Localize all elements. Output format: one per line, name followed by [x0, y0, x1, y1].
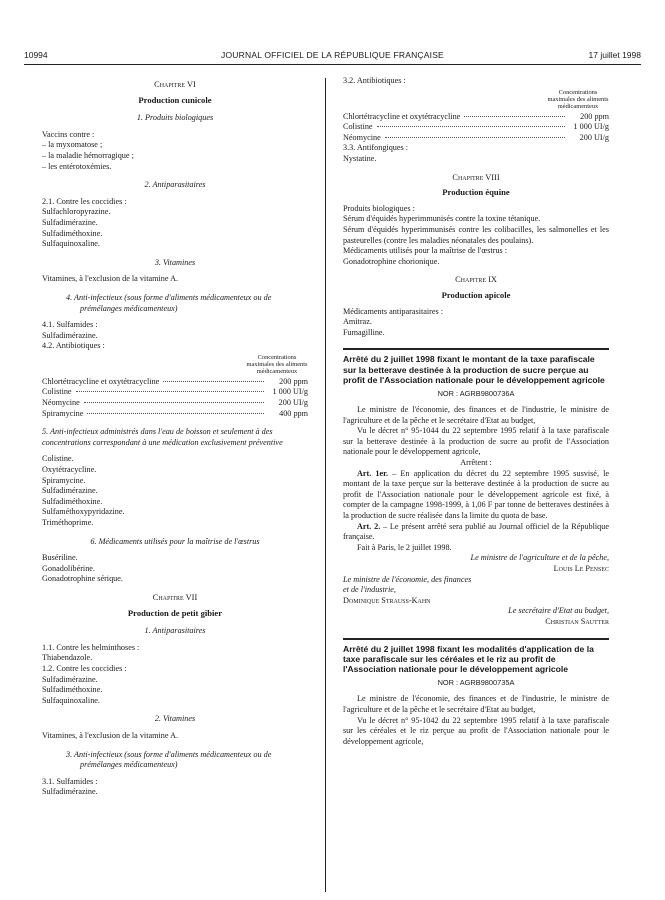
chapter-heading: Chapitre VI	[154, 80, 196, 89]
text-line: Médicaments antiparasitaires :	[343, 306, 444, 316]
text-line: Sulfadiméthoxine.	[42, 228, 103, 238]
antibiotic-row: Spiramycine 400 ppm	[42, 408, 308, 418]
text-line: Amitraz.	[343, 317, 372, 327]
nor-reference: NOR : AGRB9800735A	[437, 677, 515, 687]
chapter-subtitle: Production apicole	[441, 289, 511, 300]
text-line: Gonadotrophine chorionique.	[343, 256, 440, 266]
paragraph: Vu le décret n° 95-1042 du 22 septembre 1995 relatif à la taxe parafiscale sur les céréales et le riz perçue au profit de l'Association nationale pour le développement agricole,	[343, 715, 609, 746]
chapter-heading: Chapitre IX	[455, 275, 497, 285]
text-line: Vaccins contre :	[42, 129, 95, 139]
text-line: Sérum d'équidés hyperimmunisés contre les colibacilles, les salmonelles et les pasteurelles (contre les maladies néonatales des poulains).	[343, 224, 609, 245]
text-line: Fumagilline.	[343, 327, 385, 337]
text-line: Sulfadimérazine.	[42, 217, 98, 227]
section-heading: 3. Anti-infectieux (sous forme d'aliments médicamenteux ou de prémélanges médicamenteux)	[66, 749, 272, 770]
paragraph: Le ministre de l'économie, des finances et de l'industrie, le ministre de l'agriculture et de la pêche et le secrétaire d'Etat au budget,	[343, 694, 609, 714]
text-line: Vitamines, à l'exclusion de la vitamine A.	[42, 730, 179, 740]
header-rule	[24, 64, 641, 65]
text-line: Sulfaquinoxaline.	[42, 695, 100, 705]
section-rule	[343, 638, 609, 640]
antibiotic-row: Colistine 1 000 UI/g	[343, 122, 609, 132]
antibiotic-row: Néomycine 200 UI/g	[42, 398, 308, 408]
chapter-heading: Chapitre VIII	[452, 172, 500, 182]
text-line: – la maladie hémorragique ;	[42, 150, 134, 160]
article: Art. 1er. – En application du décret du 22 septembre 1995 susvisé, le montant de la taxe perçue sur la betterave destinée à la production de sucre au profit de l'Association nationale pour le développement agricole est fixé, à compter de la campagne 1998-1999, à 1,06 F par tonne de betteraves destinées à la production de sucre réalisée dans la limite du quota de base.	[343, 468, 610, 521]
text-line: Sulfadimérazine.	[42, 486, 98, 496]
text-line: Triméthoprime.	[42, 518, 94, 527]
text-line: Oxytétracycline.	[42, 465, 97, 475]
concentration-header: Concentrations maximales des aliments médicamenteux	[246, 353, 308, 375]
text-line: – la myxomatose ;	[42, 140, 103, 150]
section-heading: 1. Produits biologiques	[136, 113, 214, 123]
antibiotic-row: Chlortétracycline et oxytétracycline 200 ppm	[42, 376, 308, 386]
text-line: Sulfadiméthoxine.	[42, 685, 103, 695]
text-line: Sulfaméthoxypyridazine.	[42, 507, 125, 517]
decree-title: Arrêté du 2 juillet 1998 fixant le montant de la taxe parafiscale sur la betterave destinée à la production de sucre perçue au profit de l'Association nationale pour le développement agricole	[343, 354, 605, 386]
text-line: 1.2. Contre les coccidies :	[42, 663, 127, 673]
section-heading: 1. Antiparasitaires	[144, 626, 206, 636]
nor-reference: NOR : AGRB9800736A	[437, 388, 515, 398]
left-column	[42, 80, 308, 798]
antibiotic-row: Chlortétracycline et oxytétracycline 200 ppm	[343, 111, 609, 121]
signatory-role: Le secrétaire d'Etat au budget,	[508, 606, 609, 616]
text-line: Sulfadimérazine.	[42, 674, 98, 684]
chapter-heading: Chapitre VII	[152, 592, 198, 602]
text-line: 4.1. Sulfamides :	[42, 320, 98, 330]
text-line: Médicaments utilisés pour la maîtrise de l'œstrus :	[343, 246, 508, 256]
text-line: Gonadotrophine sérique.	[42, 574, 123, 584]
text-line: 3.1. Sulfamides :	[42, 776, 98, 786]
text-line: Sulfachloropyrazine.	[42, 207, 111, 217]
page-header	[24, 50, 641, 64]
text-line: Thiabendazole.	[42, 653, 93, 663]
section-rule	[343, 348, 609, 350]
paragraph: Le ministre de l'économie, des finances et de l'industrie, le ministre de l'agriculture et de la pêche et le secrétaire d'Etat au budget,	[343, 405, 609, 425]
text-line: 3.2. Antibiotiques :	[343, 76, 406, 85]
text-line: Produits biologiques :	[343, 203, 415, 213]
text-line: 2.1. Contre les coccidies :	[42, 196, 127, 206]
text-line: 3.3. Antifongiques :	[343, 143, 409, 153]
text-line: 4.2. Antibiotiques :	[42, 341, 105, 351]
decree-title: Arrêté du 2 juillet 1998 fixant les modalités d'application de la taxe parafiscale sur les céréales et le riz au profit de l'Association nationale pour le développement agricole	[343, 643, 594, 675]
chapter-subtitle: Production équine	[442, 187, 510, 198]
fait-a: Fait à Paris, le 2 juillet 1998.	[357, 542, 452, 552]
arretent: Arrêtent :	[460, 458, 492, 468]
signatory-role: Le ministre de l'agriculture et de la pêche,	[470, 553, 609, 563]
text-line: Colistine.	[42, 454, 74, 464]
concentration-header: Concentrations maximales des aliments médicamenteux	[547, 88, 609, 110]
text-line: Sulfadimérazine.	[42, 787, 98, 797]
text-line: Nystatine.	[343, 153, 377, 163]
article: Art. 2. – Le présent arrêté sera publié au Journal officiel de la République française.	[343, 521, 610, 542]
text-line: Sulfadiméthoxine.	[42, 496, 103, 506]
column-divider	[325, 78, 326, 892]
chapter-subtitle: Production de petit gibier	[127, 607, 223, 618]
antibiotic-row: Néomycine 200 UI/g	[343, 132, 609, 142]
text-line: Sulfadimérazine.	[42, 330, 98, 340]
page-number: 10994	[24, 50, 48, 60]
text-line: Vitamines, à l'exclusion de la vitamine A.	[42, 274, 179, 284]
text-line: Busériline.	[42, 553, 78, 563]
text-line: – les entérotoxémies.	[42, 161, 112, 171]
signatory-role: Le ministre de l'économie, des finances et de l'industrie,	[343, 574, 472, 595]
journal-title: JOURNAL OFFICIEL DE LA RÉPUBLIQUE FRANÇAISE	[221, 50, 444, 60]
right-column	[343, 76, 609, 747]
text-line: Spiramycine.	[42, 475, 86, 485]
text-line: Gonadolibérine.	[42, 563, 95, 573]
text-line: Sulfaquinoxaline.	[42, 239, 100, 249]
antibiotic-row: Colistine 1 000 UI/g	[42, 387, 308, 397]
text-line: Sérum d'équidés hyperimmunisés contre la toxine tétanique.	[343, 214, 541, 224]
section-heading: 3. Vitamines	[154, 257, 196, 267]
signatory-name: Dominique Strauss-Kahn	[343, 595, 431, 605]
signatory-name: Louis Le Pensec	[553, 564, 609, 573]
section-heading: 6. Médicaments utilisés pour la maîtrise de l'œstrus	[90, 536, 260, 546]
paragraph: Vu le décret n° 95-1044 du 22 septembre 1995 relatif à la taxe parafiscale sur la betterave destinée à la production de sucre au profit de l'Association nationale pour le développement agricole,	[343, 426, 609, 457]
issue-date: 17 juillet 1998	[588, 50, 641, 60]
signatory-name: Christian Sautter	[545, 616, 609, 626]
section-heading: 4. Anti-infectieux (sous forme d'aliments médicamenteux ou de prémélanges médicamenteux)	[66, 292, 272, 313]
section-heading: 2. Antiparasitaires	[144, 180, 206, 190]
text-line: 1.1. Contre les helminthoses :	[42, 642, 140, 652]
section-heading: 5. Anti-infectieux administrés dans l'eau de boisson et seulement à des concentrations correspondant à une médication exclusivement préventive	[42, 427, 283, 447]
chapter-subtitle: Production cunicole	[138, 94, 212, 105]
section-heading: 2. Vitamines	[154, 714, 196, 724]
